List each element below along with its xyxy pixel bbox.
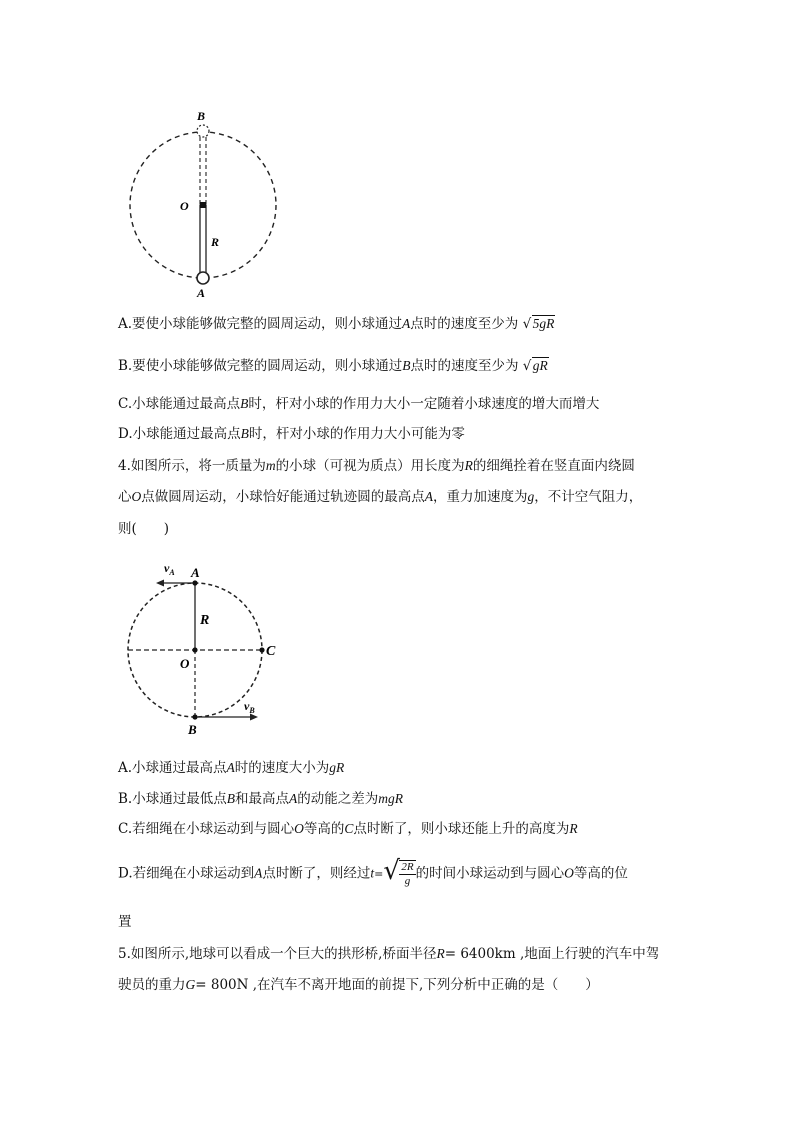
- option-3C: C.小球能通过最高点B时，杆对小球的作用力大小一定随着小球速度的增大而增大: [118, 396, 600, 412]
- label-O: O: [180, 199, 189, 213]
- point-A: [192, 580, 197, 585]
- option-4D: D.若细绳在小球运动到A点时断了，则经过t= √ $\frac{2R}{g}$ 的时间小球运动到与圆心O等高的位: [118, 856, 628, 887]
- option-4D-wrap: 置: [118, 914, 132, 930]
- ball-bottom: [197, 272, 209, 284]
- sqrt-fraction: √ $\frac{2R}{g}$: [383, 856, 414, 887]
- question-4-line3: 则( ): [118, 521, 170, 537]
- option-4C: C.若细绳在小球运动到与圆心O等高的C点时断了，则小球还能上升的高度为R: [118, 821, 578, 837]
- arrowhead-vA: [156, 580, 164, 587]
- point-B: [192, 714, 197, 719]
- label-C: C: [266, 644, 276, 659]
- option-3A: A.要使小球能够做完整的圆周运动，则小球通过A点时的速度至少为 √ 5gR: [118, 316, 555, 332]
- ball-top: [197, 125, 209, 137]
- figure-circle-abc: [118, 558, 288, 738]
- question-4-line1: 4.如图所示，将一质量为m的小球（可视为质点）用长度为R的细绳拴着在竖直面内绕圆: [118, 458, 635, 474]
- label-A: A: [197, 286, 206, 300]
- option-4B: B.小球通过最低点B和最高点A的动能之差为mgR: [118, 791, 403, 807]
- label-A: A: [191, 565, 200, 580]
- question-4-line2: 心O点做圆周运动，小球恰好能通过轨迹圆的最高点A，重力加速度为g，不计空气阻力，: [118, 489, 643, 505]
- option-3B: B.要使小球能够做完整的圆周运动，则小球通过B点时的速度至少为 √ gR: [118, 358, 548, 374]
- label-O: O: [180, 656, 190, 671]
- option-3D: D.小球能通过最高点B时，杆对小球的作用力大小可能为零: [118, 426, 465, 442]
- figure-rod-circle: [120, 105, 290, 305]
- label-B: B: [197, 109, 206, 123]
- label-vA: $v_A$: [164, 561, 175, 577]
- option-4A: A.小球通过最高点A时的速度大小为gR: [118, 760, 345, 776]
- pivot: [200, 202, 206, 208]
- label-B: B: [188, 722, 197, 737]
- rod: [200, 205, 206, 275]
- question-5-line2: 驶员的重力G= 800N ,在汽车不离开地面的前提下,下列分析中正确的是（ ）: [118, 977, 599, 993]
- label-R: R: [200, 613, 210, 628]
- label-vB: $v_B$: [244, 699, 255, 715]
- question-5-line1: 5.如图所示,地球可以看成一个巨大的拱形桥,桥面半径R= 6400km ,地面上行驶的汽车中驾: [118, 946, 660, 962]
- point-C: [259, 647, 264, 652]
- label-R: R: [211, 235, 220, 249]
- point-O: [192, 647, 197, 652]
